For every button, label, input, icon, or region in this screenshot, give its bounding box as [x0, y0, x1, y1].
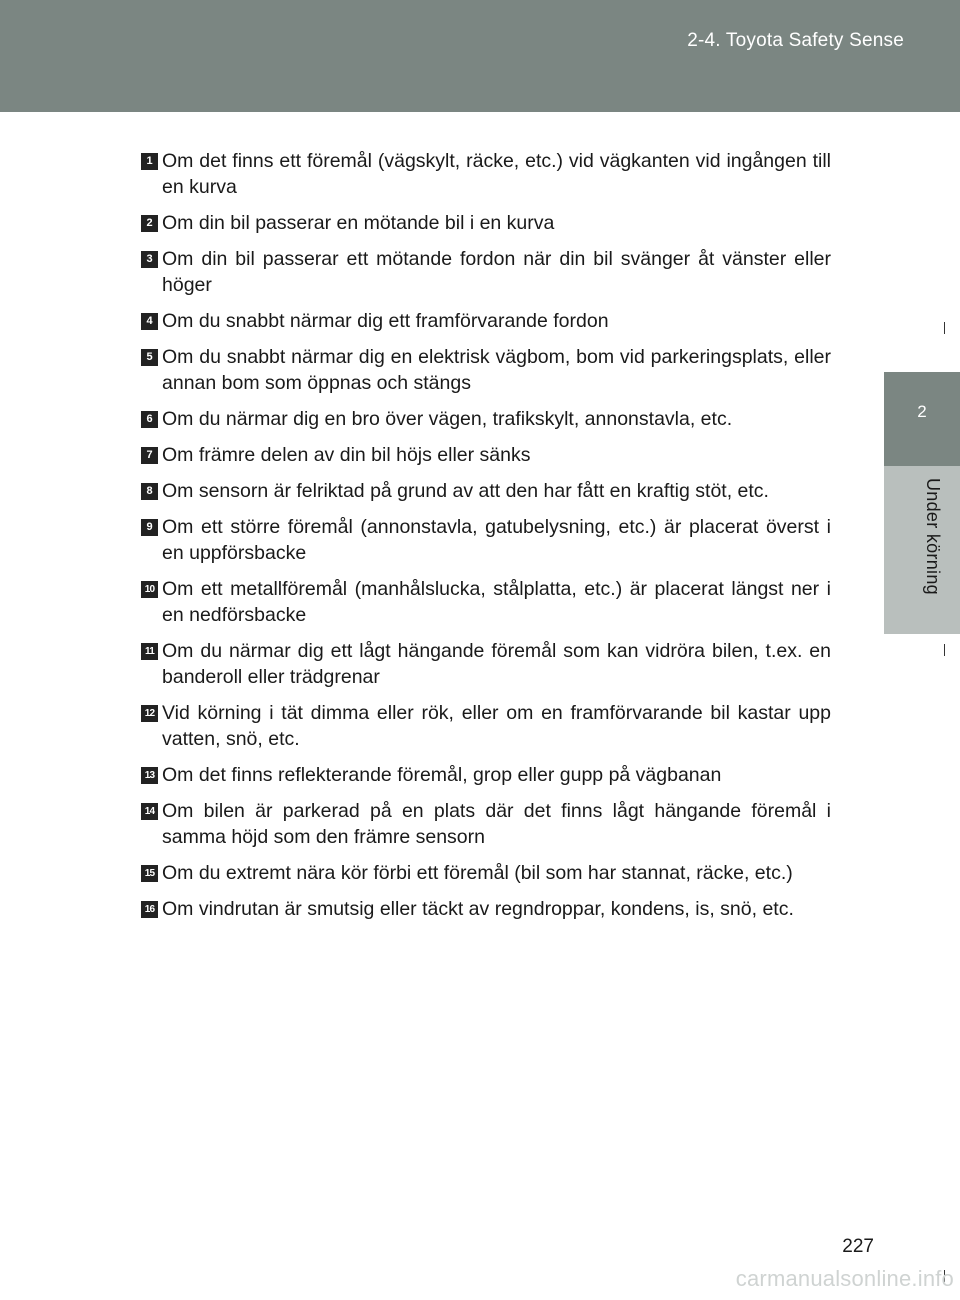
item-number-marker: 13 [141, 767, 158, 784]
crop-mark [944, 322, 945, 334]
item-text: Om din bil passerar ett mötande fordon när din bil svänger åt vänster eller höger [162, 248, 831, 296]
item-text: Om din bil passerar en mötande bil i en kurva [162, 212, 555, 234]
list-item [141, 798, 831, 850]
item-number-marker: 3 [141, 251, 158, 268]
crop-mark [944, 644, 945, 656]
item-text: Om främre delen av din bil höjs eller sänks [162, 444, 531, 466]
list-item [141, 148, 831, 200]
list-item [141, 246, 831, 298]
item-text: Om du snabbt närmar dig en elektrisk vägbom, bom vid parkeringsplats, eller annan bom som öppnas och stängs [162, 346, 831, 394]
item-number-marker: 6 [141, 411, 158, 428]
item-number-marker: 1 [141, 153, 158, 170]
item-text: Om du extremt nära kör förbi ett föremål (bil som har stannat, räcke, etc.) [162, 862, 793, 884]
item-text: Om vindrutan är smutsig eller täckt av regndroppar, kondens, is, snö, etc. [162, 898, 794, 920]
list-item [141, 406, 831, 432]
item-text: Om du närmar dig en bro över vägen, trafikskylt, annonstavla, etc. [162, 408, 733, 430]
item-text: Om det finns reflekterande föremål, grop eller gupp på vägbanan [162, 764, 722, 786]
list-item [141, 896, 831, 922]
item-number-marker: 12 [141, 705, 158, 722]
item-number-marker: 9 [141, 519, 158, 536]
list-item [141, 700, 831, 752]
section-title: 2-4. Toyota Safety Sense [687, 30, 904, 51]
item-text: Om du närmar dig ett lågt hängande föremål som kan vidröra bilen, t.ex. en banderoll eller trädgrenar [162, 640, 831, 688]
list-item [141, 762, 831, 788]
side-tab-spacer [884, 112, 960, 372]
item-text: Vid körning i tät dimma eller rök, eller om en framförvarande bil kastar upp vatten, snö, etc. [162, 702, 831, 750]
item-text: Om bilen är parkerad på en plats där det finns lågt hängande föremål i samma höjd som den främre sensorn [162, 800, 831, 848]
item-number-marker: 8 [141, 483, 158, 500]
list-item [141, 478, 831, 504]
list-item [141, 210, 831, 236]
item-number-marker: 4 [141, 313, 158, 330]
item-number-marker: 7 [141, 447, 158, 464]
item-text: Om ett större föremål (annonstavla, gatubelysning, etc.) är placerat överst i en uppförsbacke [162, 516, 831, 564]
list-item [141, 514, 831, 566]
item-number-marker: 15 [141, 865, 158, 882]
condition-list [141, 148, 831, 932]
list-item [141, 638, 831, 690]
chapter-number: 2 [917, 402, 927, 421]
chapter-label: Under körning [923, 478, 943, 595]
item-number-marker: 5 [141, 349, 158, 366]
list-item [141, 576, 831, 628]
page-number: 227 [842, 1236, 874, 1257]
header-band [0, 0, 960, 112]
watermark: carmanualsonline.info [735, 1266, 954, 1291]
list-item [141, 860, 831, 886]
item-text: Om det finns ett föremål (vägskylt, räcke, etc.) vid vägkanten vid ingången till en kurva [162, 150, 831, 198]
item-number-marker: 2 [141, 215, 158, 232]
item-number-marker: 11 [141, 643, 158, 660]
item-number-marker: 16 [141, 901, 158, 918]
list-item [141, 442, 831, 468]
list-item [141, 308, 831, 334]
item-text: Om du snabbt närmar dig ett framförvarande fordon [162, 310, 609, 332]
item-text: Om ett metallföremål (manhålslucka, stålplatta, etc.) är placerat längst ner i en nedförsbacke [162, 578, 831, 626]
item-number-marker: 10 [141, 581, 158, 598]
list-item [141, 344, 831, 396]
item-number-marker: 14 [141, 803, 158, 820]
item-text: Om sensorn är felriktad på grund av att den har fått en kraftig stöt, etc. [162, 480, 769, 502]
